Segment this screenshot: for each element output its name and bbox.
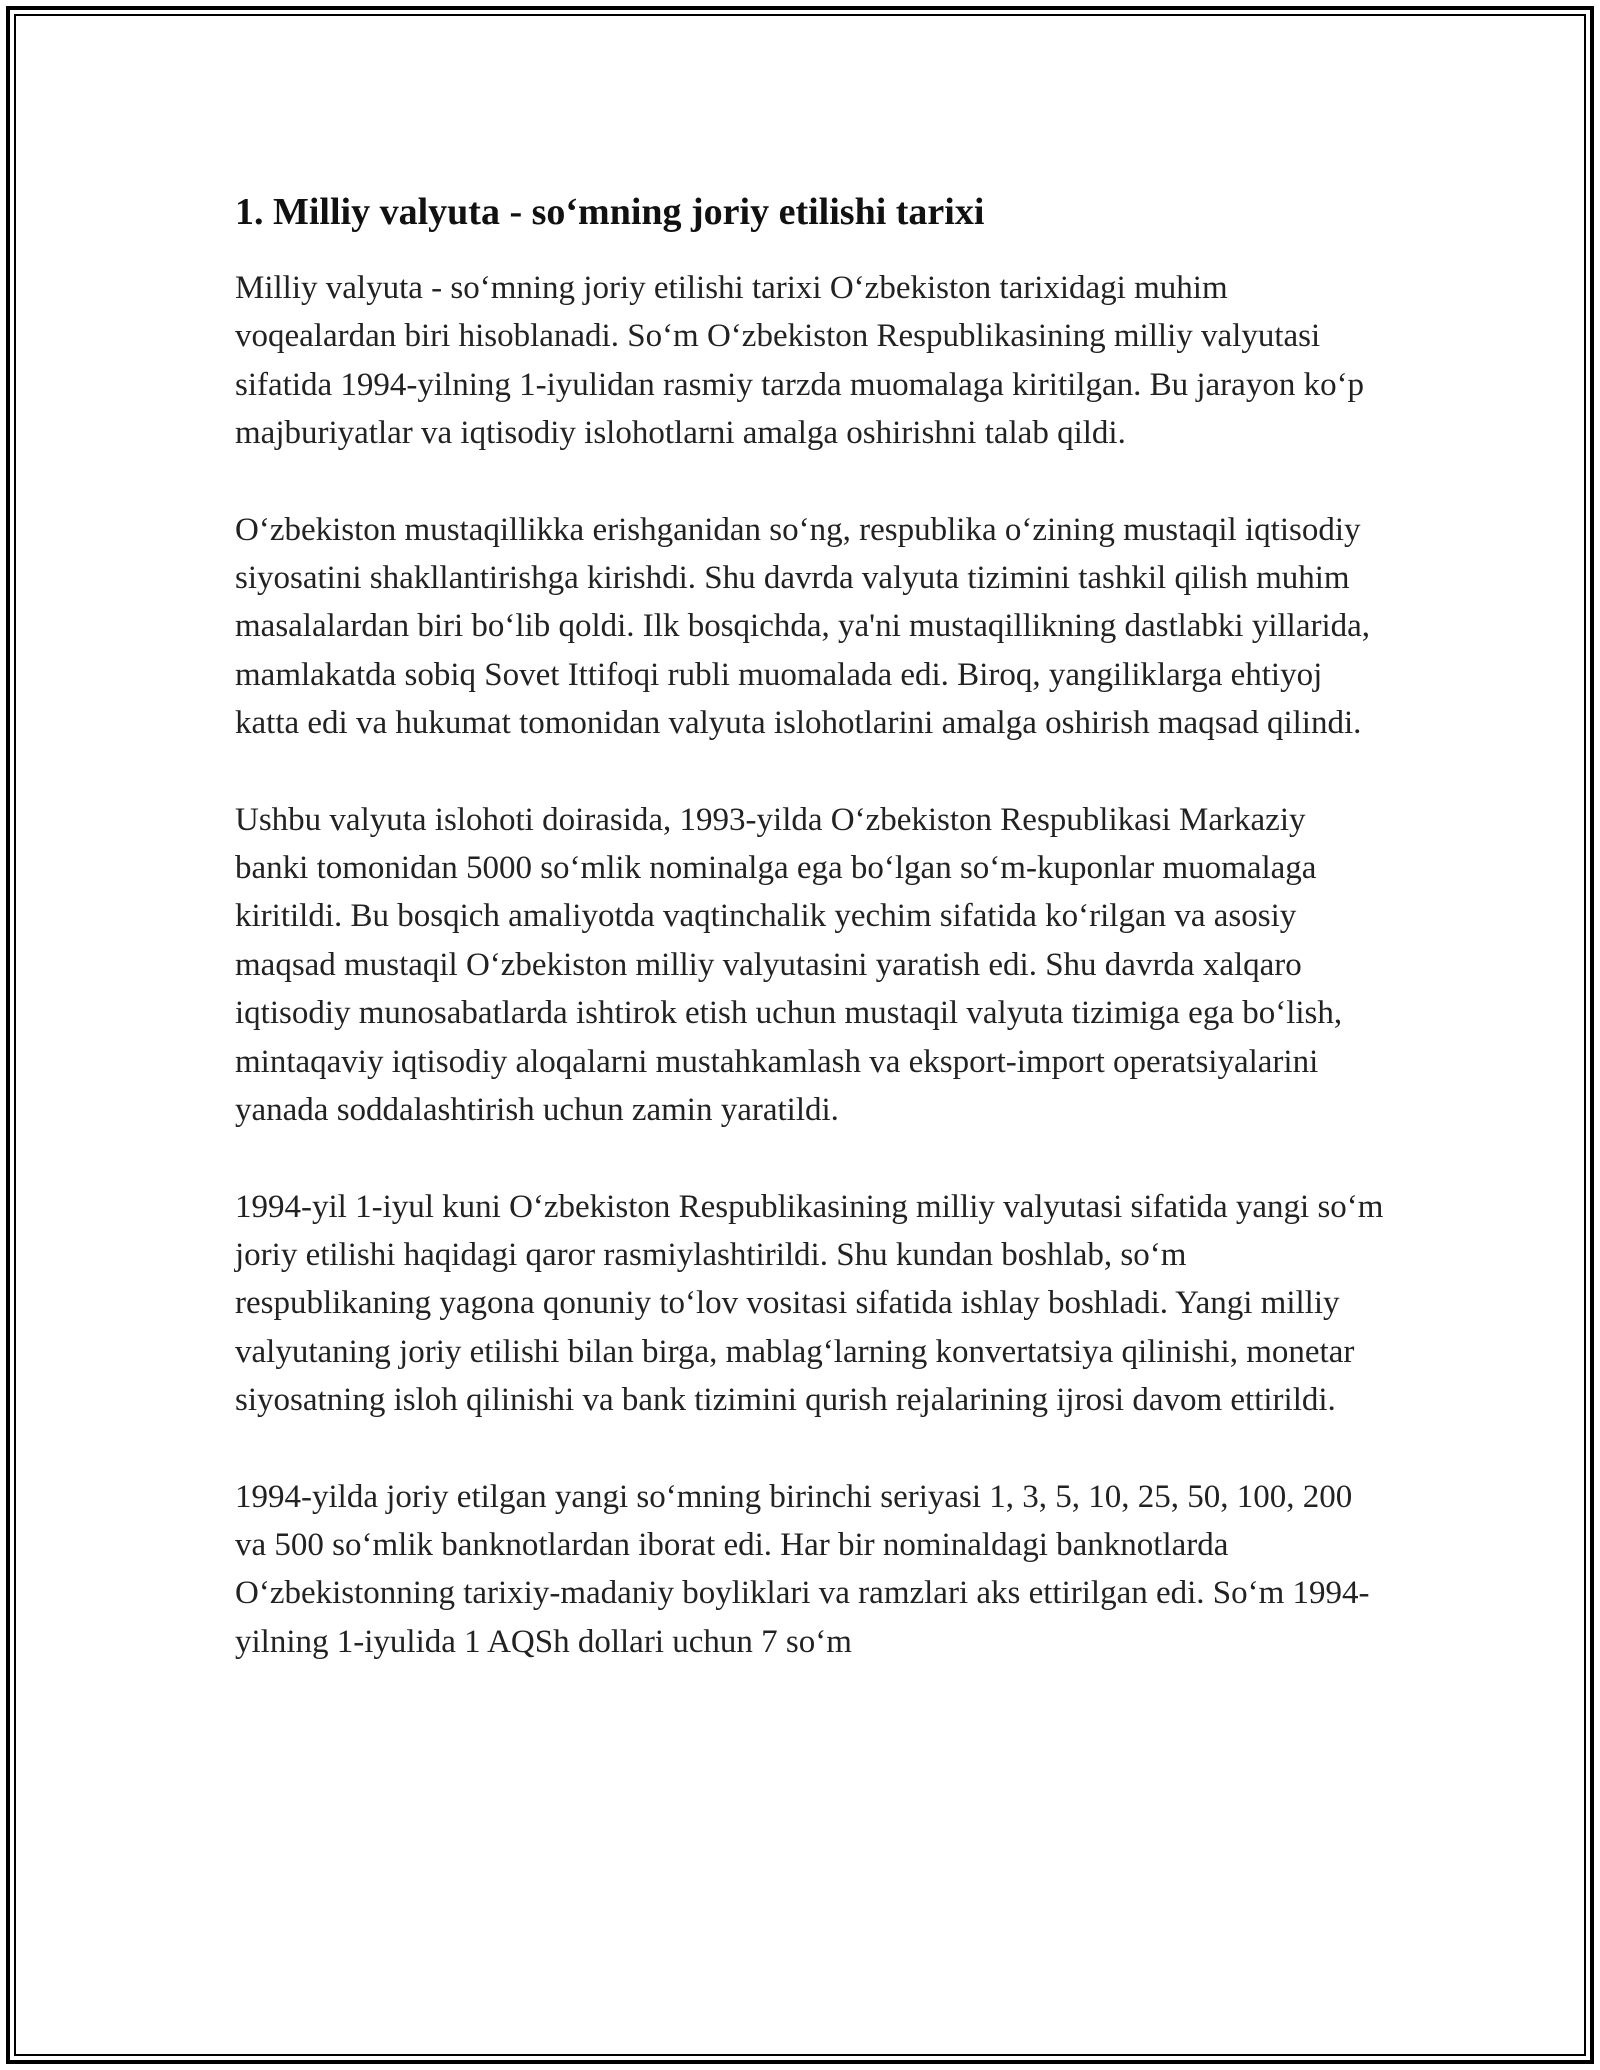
- paragraph-5: 1994-yilda joriy etilgan yangi so‘mning birinchi seriyasi 1, 3, 5, 10, 25, 50, 100, 200 va 500 so‘mlik banknotlardan iborat edi. Har bir nominaldagi banknotlarda O‘zbekistonning tarixiy-madaniy boyliklari va ramzlari aks ettirilgan edi. So‘m 1994-yilning 1-iyulida 1 AQSh dollari uchun 7 so‘m: [235, 1478, 1370, 1660]
- paragraph-2: O‘zbekiston mustaqillikka erishganidan so‘ng, respublika o‘zining mustaqil iqtisodiy siyosatini shakllantirishga kirishdi. Shu davrda valyuta tizimini tashkil qilish muhim masalalardan biri bo‘lib qoldi. Ilk bosqichda, ya'ni mustaqillikning dastlabki yillarida, mamlakatda sobiq Sovet Ittifoqi rubli muomalada edi. Biroq, yangiliklarga ehtiyoj katta edi va hukumat tomonidan valyuta islohotlarini amalga oshirish maqsad qilindi.: [235, 511, 1371, 742]
- paragraph-1: Milliy valyuta - so‘mning joriy etilishi tarixi O‘zbekiston tarixidagi muhim voqealardan biri hisoblanadi. So‘m O‘zbekiston Respublikasining milliy valyutasi sifatida 1994-yilning 1-iyulidan rasmiy tarzda muomalaga kiritilgan. Bu jarayon ko‘p majburiyatlar va iqtisodiy islohotlarni amalga oshirishni talab qildi.: [235, 270, 1365, 452]
- paragraph-3: Ushbu valyuta islohoti doirasida, 1993-yilda O‘zbekiston Respublikasi Markaziy banki tomonidan 5000 so‘mlik nominalga ega bo‘lgan so‘m-kuponlar muomalaga kiritildi. Bu bosqich amaliyotda vaqtinchalik yechim sifatida ko‘rilgan va asosiy maqsad mustaqil O‘zbekiston milliy valyutasini yaratish edi. Shu davrda xalqaro iqtisodiy munosabatlarda ishtirok etish uchun mustaqil valyuta tizimiga ega bo‘lish, mintaqaviy iqtisodiy aloqalarni mustahkamlash va eksport-import operatsiyalarini yanada soddalashtirish uchun zamin yaratildi.: [235, 801, 1343, 1129]
- document-body: [235, 186, 1385, 1714]
- paragraph-4: 1994-yil 1-iyul kuni O‘zbekiston Respublikasining milliy valyutasi sifatida yangi so‘m joriy etilishi haqidagi qaror rasmiylashtirildi. Shu kundan boshlab, so‘m respublikaning yagona qonuniy to‘lov vositasi sifatida ishlay boshladi. Yangi milliy valyutaning joriy etilishi bilan birga, mablag‘larning konvertatsiya qilinishi, monetar siyosatning isloh qilinishi va bank tizimini qurish rejalarining ijrosi davom ettirildi.: [235, 1188, 1384, 1419]
- section-heading: 1. Milliy valyuta - so‘mning joriy etilishi tarixi: [235, 191, 985, 233]
